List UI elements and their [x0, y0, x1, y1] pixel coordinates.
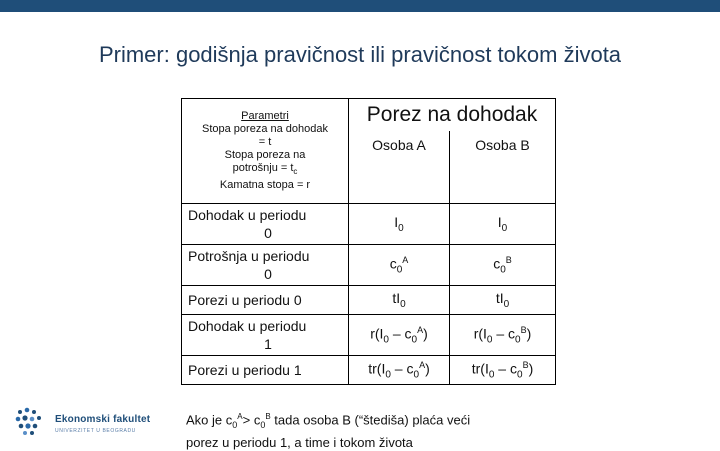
cell-taxes1-b: $tr(I_0 - c_0^B)$: [450, 356, 556, 385]
table-row: [182, 356, 556, 385]
slide-title: Primer: godišnja pravičnost ili pravičnost tokom života: [98, 42, 622, 67]
top-accent-bar: [0, 0, 720, 12]
logo-subtitle: UNIVERZITET U BEOGRADU: [55, 428, 136, 434]
table-row: [182, 204, 556, 245]
row-label: Porezi u periodu 1: [182, 356, 349, 385]
logo-name: Ekonomski fakultet: [55, 414, 151, 425]
row-label: Potrošnja u periodu 0: [182, 245, 349, 286]
table-row: [182, 315, 556, 356]
cell-income1-a: $r(I_0 - c_0^A)$: [349, 315, 450, 356]
conclusion-note: Ako je $c_0^A> c_0^B$ tada osoba B (“štediša) plaća veći porez u periodu 1, a time i tokom života: [186, 412, 471, 450]
param-consumption-tax-symbol: potrošnju = t: [232, 162, 294, 175]
cell-taxes0-b: $tI_0$: [450, 286, 556, 315]
param-consumption-tax-subscript: c: [293, 167, 298, 177]
col-header-person-a: Osoba A: [349, 131, 450, 204]
param-consumption-tax-rate: Stopa poreza na: [224, 149, 306, 162]
row-label: Dohodak u periodu 0: [182, 204, 349, 245]
cell-income0-a: $I_0$: [349, 204, 450, 245]
col-header-person-b: Osoba B: [450, 131, 556, 204]
faculty-logo-icon: [14, 404, 50, 440]
parameters-heading: Parametri: [241, 110, 289, 123]
parameters-cell: [182, 99, 349, 204]
param-income-tax-symbol: = t: [258, 136, 272, 149]
cell-consumption0-b: $c_0^B$: [450, 245, 556, 286]
table-row: [182, 286, 556, 315]
table-row: [182, 245, 556, 286]
faculty-logo: [14, 404, 154, 440]
table-header-title: Porez na dohodak: [349, 99, 556, 132]
cell-income0-b: $I_0$: [450, 204, 556, 245]
cell-taxes0-a: $tI_0$: [349, 286, 450, 315]
tax-comparison-table: [181, 98, 556, 385]
cell-consumption0-a: $c_0^A$: [349, 245, 450, 286]
row-label: Dohodak u periodu 1: [182, 315, 349, 356]
param-interest-rate: Kamatna stopa = r: [219, 178, 311, 191]
param-income-tax-rate: Stopa poreza na dohodak: [202, 123, 328, 136]
cell-taxes1-a: $tr(I_0 - c_0^A)$: [349, 356, 450, 385]
cell-income1-b: $r(I_0 - c_0^B)$: [450, 315, 556, 356]
row-label: Porezi u periodu 0: [182, 286, 349, 315]
